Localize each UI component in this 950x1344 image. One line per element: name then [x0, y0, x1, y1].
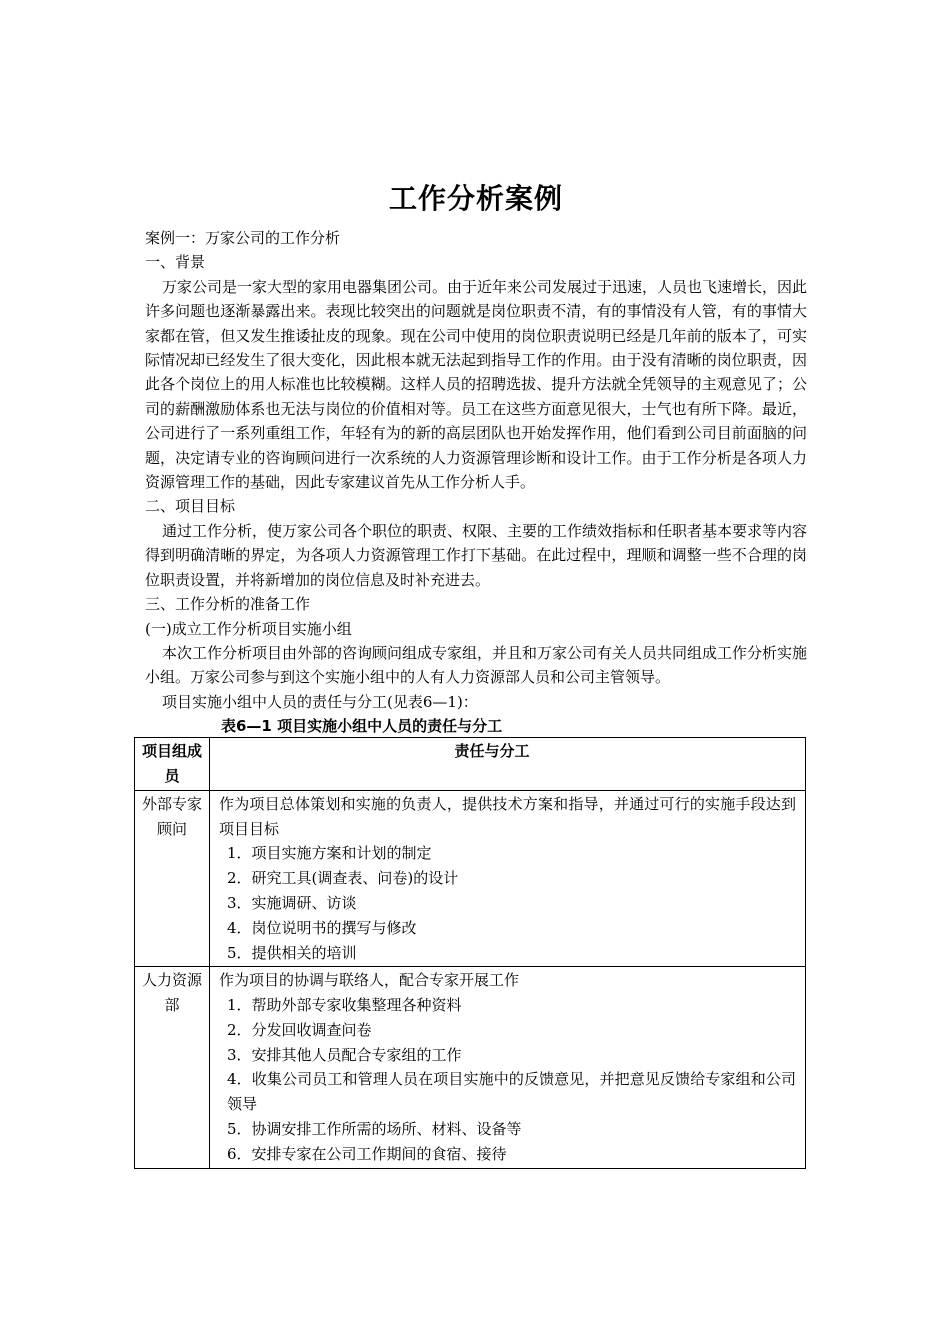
duty-cell [210, 790, 806, 967]
document-title: 工作分析案例 [388, 182, 563, 215]
table-row [135, 967, 806, 1168]
duty-item: 6．安排专家在公司工作期间的食宿、接待 [227, 1144, 507, 1163]
document-page [141, 178, 808, 1169]
duty-item: 4．收集公司员工和管理人员在项目实施中的反馈意见，并把意见反馈给专家组和公司领导 [227, 1070, 796, 1114]
duty-item: 4．岗位说明书的撰写与修改 [227, 918, 417, 937]
duty-item: 1．帮助外部专家收集整理各种资料 [227, 996, 462, 1015]
header-member: 项目组成员 [135, 738, 210, 791]
duty-intro: 作为项目的协调与联络人，配合专家开展工作 [219, 971, 520, 990]
duty-item: 3．实施调研、访谈 [227, 893, 357, 912]
case-title: 案例一：万家公司的工作分析 [145, 229, 341, 247]
prep-paragraph: 本次工作分析项目由外部的咨询顾问组成专家组，并且和万家公司有关人员共同组成工作分析实施小组。万家公司参与到这个实施小组中的人有人力资源部人员和公司主管领导。 [145, 643, 808, 687]
duty-intro: 作为项目总体策划和实施的负责人，提供技术方案和指导，并通过可行的实施手段达到项目目标 [219, 794, 796, 838]
background-heading: 一、背景 [145, 253, 206, 272]
prep-table-reference: 项目实施小组中人员的责任与分工(见表6—1)： [162, 692, 478, 711]
duty-item: 2．研究工具(调查表、问卷)的设计 [227, 869, 459, 888]
duty-item: 1．项目实施方案和计划的制定 [227, 844, 432, 863]
duty-cell [210, 967, 806, 1168]
duty-item: 5．协调安排工作所需的场所、材料、设备等 [227, 1120, 522, 1139]
goal-paragraph: 通过工作分析，使万家公司各个职位的职责、权限、主要的工作绩效指标和任职者基本要求等内容得到明确清晰的界定，为各项人力资源管理工作打下基础。在此过程中，理顺和调整一些不合理的岗位职责设置，并将新增加的岗位信息及时补充进去。 [145, 521, 808, 589]
background-paragraph: 万家公司是一家大型的家用电器集团公司。由于近年来公司发展过于迅速，人员也飞速增长，因此许多问题也逐渐暴露出来。表现比较突出的问题就是岗位职责不清，有的事情没有人管，有的事情大家都在管，但又发生推诿扯皮的现象。现在公司中使用的岗位职责说明已经是几年前的版本了，可实际情况却已经发生了很大变化，因此根本就无法起到指导工作的作用。由于没有清晰的岗位职责，因此各个岗位上的用人标准也比较模糊。这样人员的招聘选拔、提升方法就全凭领导的主观意见了；公司的薪酬激励体系也无法与岗位的价值相对等。员工在这些方面意见很大，士气也有所下降。最近，公司进行了一系列重组工作，年轻有为的新的高层团队也开始发挥作用，他们看到公司目前面脑的问题，决定请专业的咨询顾问进行一次系统的人力资源管理诊断和设计工作。由于工作分析是各项人力资源管理工作的基础，因此专家建议首先从工作分析人手。 [145, 277, 808, 492]
responsibility-table [134, 737, 806, 1169]
header-duty: 责任与分工 [210, 738, 806, 791]
table-header-row [135, 738, 806, 791]
duty-item: 5．提供相关的培训 [227, 943, 357, 962]
member-cell: 人力资源部 [135, 967, 210, 1168]
prep-heading: 三、工作分析的准备工作 [145, 595, 311, 614]
table-row [135, 790, 806, 967]
prep-sub-heading: (一)成立工作分析项目实施小组 [145, 619, 352, 638]
goal-heading: 二、项目目标 [145, 497, 236, 516]
member-cell: 外部专家顾问 [135, 790, 210, 967]
duty-item: 3．安排其他人员配合专家组的工作 [227, 1045, 462, 1064]
duty-item: 2．分发回收调查问卷 [227, 1020, 372, 1039]
table-caption: 表6—1 项目实施小组中人员的责任与分工 [221, 717, 503, 736]
